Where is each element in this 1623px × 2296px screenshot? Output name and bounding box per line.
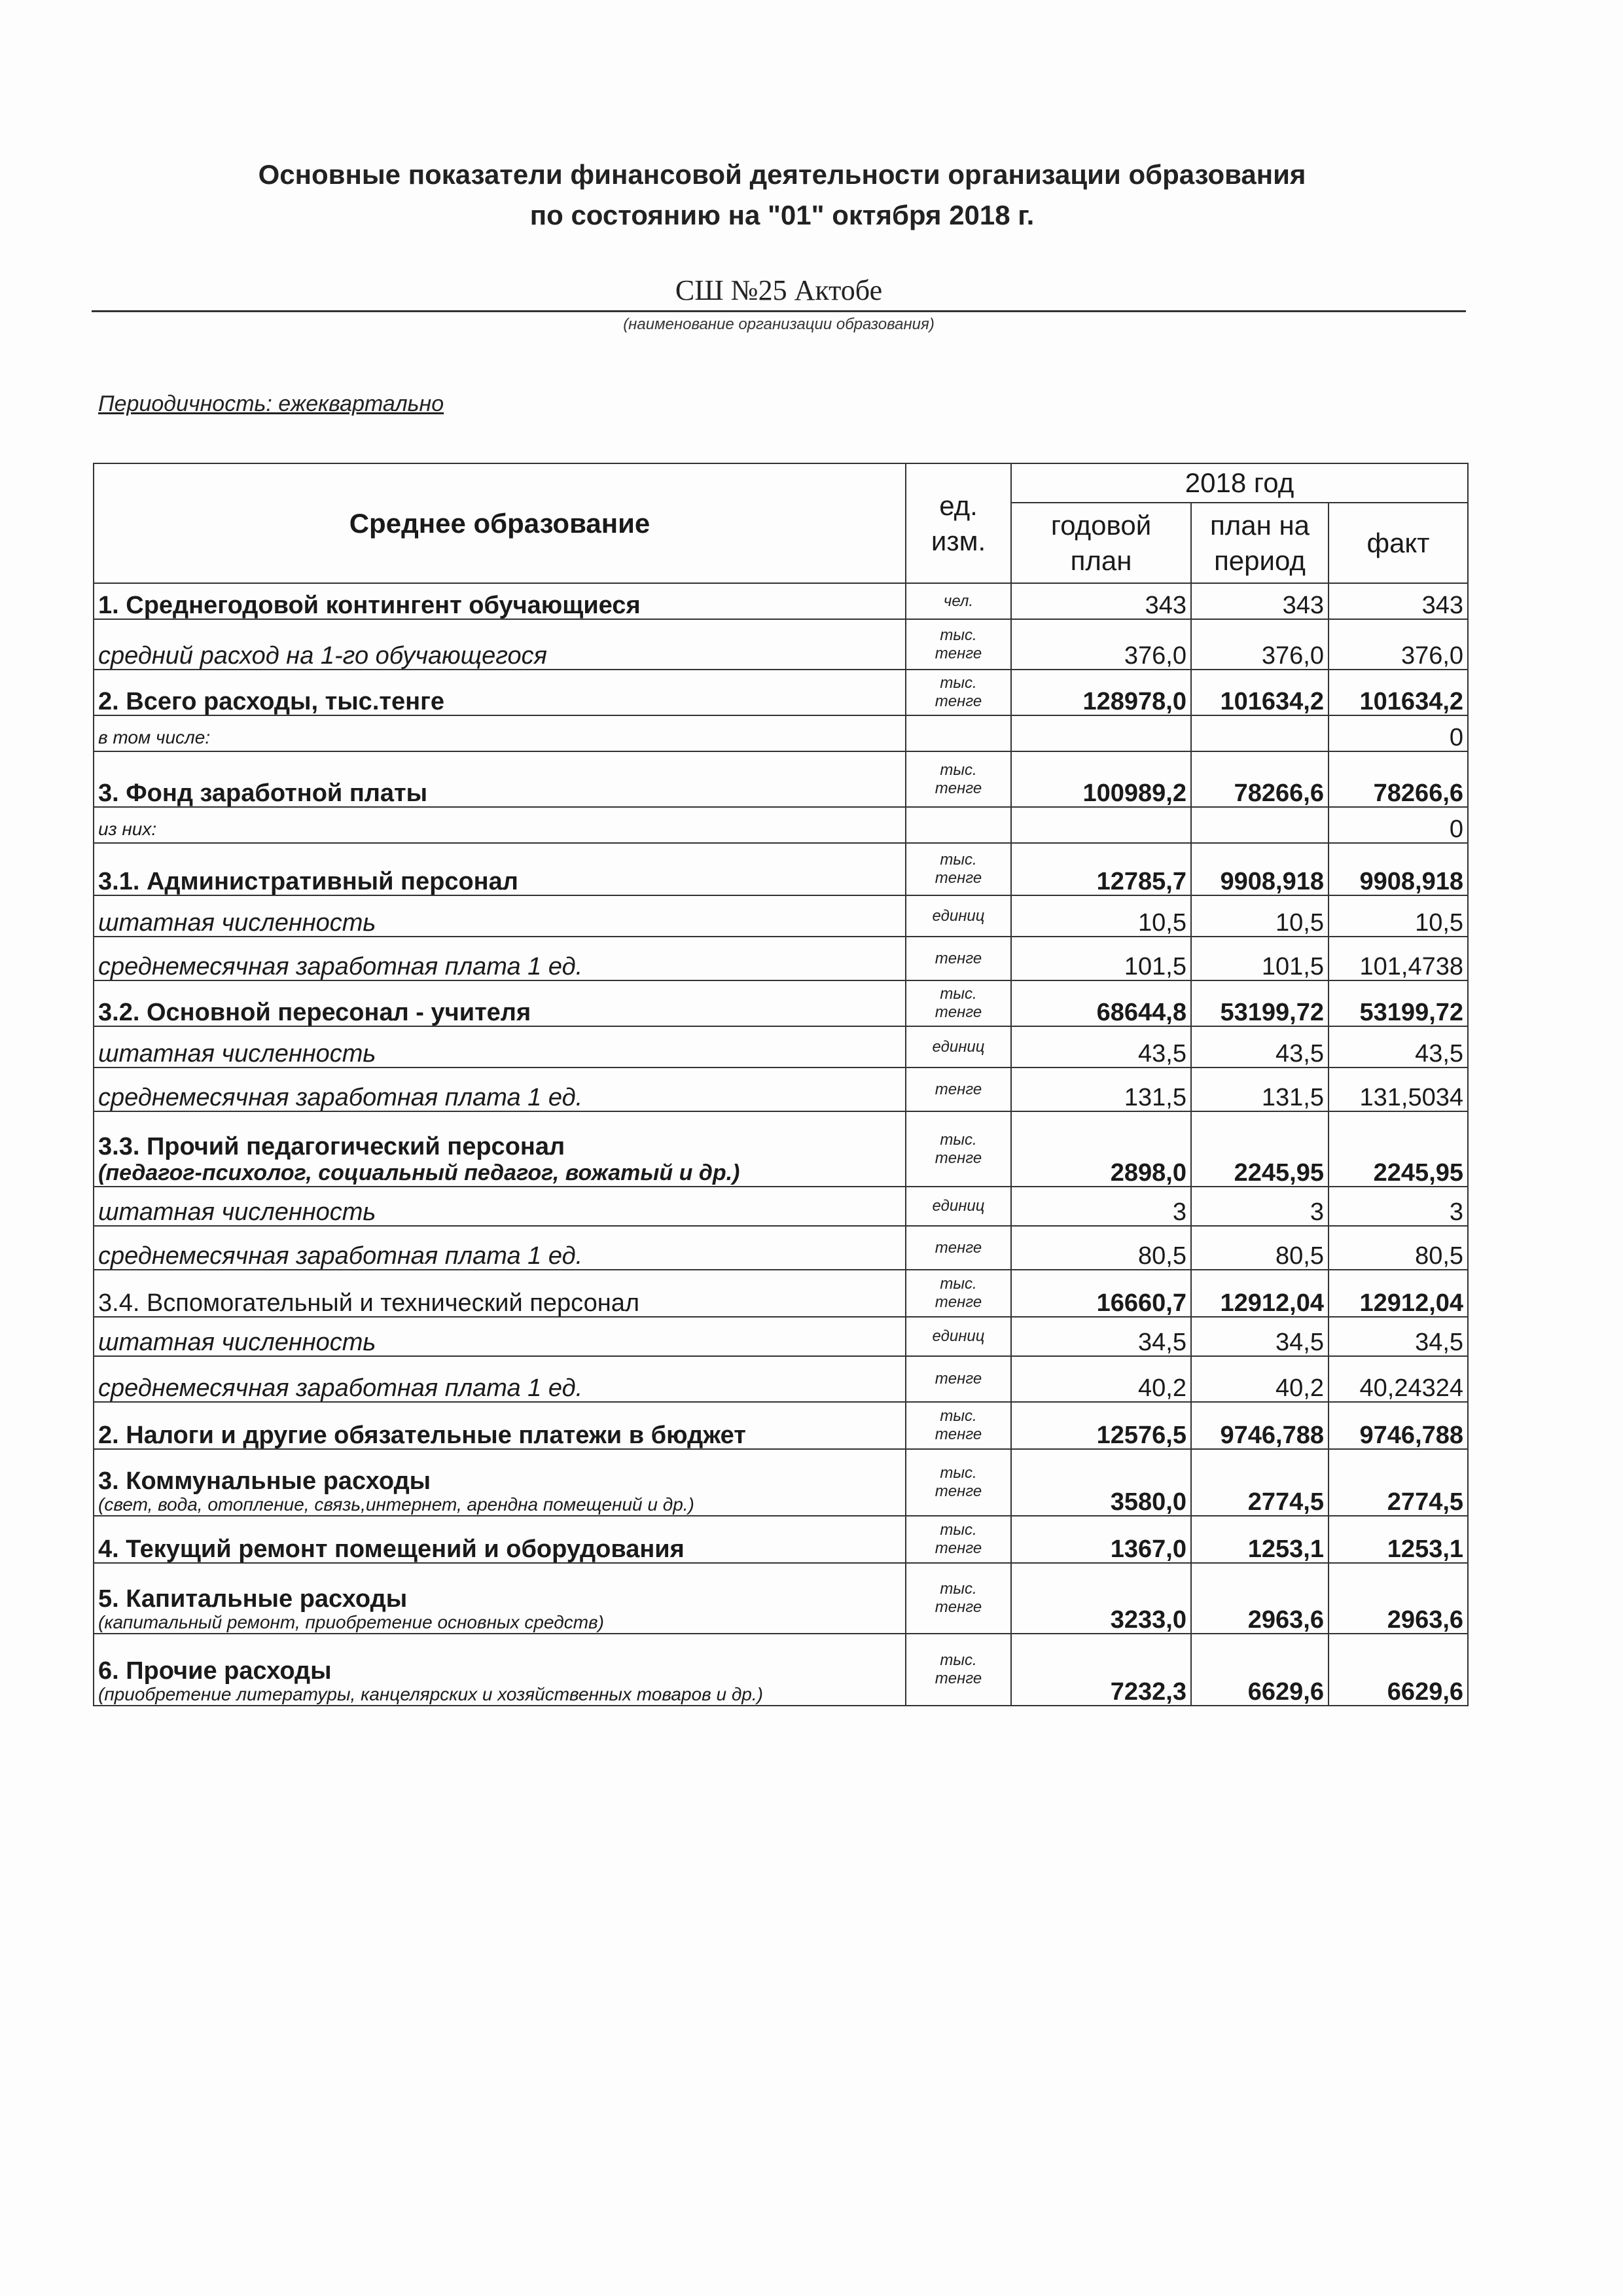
row-name: 3.1. Административный персонал [94, 843, 906, 895]
row-annual: 100989,2 [1011, 751, 1191, 807]
row-period [1191, 715, 1329, 751]
header-period-plan [1191, 503, 1329, 583]
table-row [94, 843, 1468, 895]
row-name: 4. Текущий ремонт помещений и оборудования [94, 1516, 906, 1563]
row-annual: 12785,7 [1011, 843, 1191, 895]
row-name-text: 5. Капитальные расходы [98, 1585, 408, 1613]
row-fact: 2774,5 [1329, 1449, 1468, 1516]
header-year: 2018 год [1011, 463, 1468, 503]
row-period: 10,5 [1191, 895, 1329, 937]
row-fact: 43,5 [1329, 1026, 1468, 1067]
row-name-text: 3.3. Прочий педагогический персонал [98, 1133, 565, 1160]
header-section: Среднее образование [94, 463, 906, 583]
row-unit: тыс. тенге [906, 670, 1011, 715]
row-fact: 34,5 [1329, 1317, 1468, 1356]
row-annual: 2898,0 [1011, 1111, 1191, 1187]
header-period-line-1: план на [1209, 509, 1310, 541]
table-row [94, 980, 1468, 1026]
header-unit-line-2: изм. [931, 525, 986, 556]
row-period: 12912,04 [1191, 1270, 1329, 1317]
row-unit: единиц [906, 1317, 1011, 1356]
row-name: среднемесячная заработная плата 1 ед. [94, 937, 906, 980]
table-row [94, 937, 1468, 980]
row-annual: 12576,5 [1011, 1402, 1191, 1449]
row-name [94, 1563, 906, 1634]
row-name-text: 6. Прочие расходы [98, 1657, 332, 1685]
title-line-1: Основные показатели финансовой деятельности организации образования [258, 159, 1306, 190]
row-unit: тенге [906, 1356, 1011, 1402]
row-name: среднемесячная заработная плата 1 ед. [94, 1226, 906, 1270]
row-annual: 128978,0 [1011, 670, 1191, 715]
row-period: 131,5 [1191, 1067, 1329, 1111]
row-unit: тыс. тенге [906, 751, 1011, 807]
table-row [94, 1402, 1468, 1449]
table-row [94, 1270, 1468, 1317]
row-period: 101,5 [1191, 937, 1329, 980]
row-annual [1011, 807, 1191, 843]
table-row [94, 1187, 1468, 1226]
row-annual: 343 [1011, 583, 1191, 619]
table-row [94, 1111, 1468, 1187]
row-name-text: 3. Коммунальные расходы [98, 1467, 431, 1495]
table-row [94, 1356, 1468, 1402]
row-annual [1011, 715, 1191, 751]
row-unit [906, 807, 1011, 843]
row-unit: тенге [906, 1067, 1011, 1111]
row-fact: 3 [1329, 1187, 1468, 1226]
table-row [94, 751, 1468, 807]
row-fact: 10,5 [1329, 895, 1468, 937]
title-line-2: по состоянию на "01" октября 2018 г. [529, 200, 1035, 230]
table-row [94, 1449, 1468, 1516]
header-unit-line-1: ед. [939, 490, 978, 521]
row-period: 43,5 [1191, 1026, 1329, 1067]
row-name: 2. Всего расходы, тыс.тенге [94, 670, 906, 715]
row-fact: 9908,918 [1329, 843, 1468, 895]
row-fact: 2245,95 [1329, 1111, 1468, 1187]
table-row [94, 1226, 1468, 1270]
row-annual: 3580,0 [1011, 1449, 1191, 1516]
row-annual: 34,5 [1011, 1317, 1191, 1356]
row-name: 3.2. Основной пересонал - учителя [94, 980, 906, 1026]
header-annual-line-1: годовой [1050, 509, 1152, 541]
row-description: (капитальный ремонт, приобретение основных средств) [98, 1612, 604, 1632]
row-name: штатная численность [94, 895, 906, 937]
row-unit: тенге [906, 937, 1011, 980]
row-name: средний расход на 1-го обучающегося [94, 619, 906, 670]
row-unit: тенге [906, 1226, 1011, 1270]
row-name: 2. Налоги и другие обязательные платежи в бюджет [94, 1402, 906, 1449]
row-period: 101634,2 [1191, 670, 1329, 715]
row-fact: 78266,6 [1329, 751, 1468, 807]
row-name: 1. Среднегодовой контингент обучающиеся [94, 583, 906, 619]
row-period: 2245,95 [1191, 1111, 1329, 1187]
row-unit: чел. [906, 583, 1011, 619]
row-period: 2963,6 [1191, 1563, 1329, 1634]
row-annual: 376,0 [1011, 619, 1191, 670]
row-annual: 3233,0 [1011, 1563, 1191, 1634]
table-row [94, 1067, 1468, 1111]
row-name: штатная численность [94, 1187, 906, 1226]
organization-name: СШ №25 Актобе [675, 274, 883, 306]
row-fact: 0 [1329, 715, 1468, 751]
row-name [94, 1634, 906, 1706]
row-annual: 10,5 [1011, 895, 1191, 937]
row-period: 3 [1191, 1187, 1329, 1226]
row-period: 376,0 [1191, 619, 1329, 670]
row-fact: 1253,1 [1329, 1516, 1468, 1563]
table-row [94, 1026, 1468, 1067]
row-annual: 40,2 [1011, 1356, 1191, 1402]
row-fact: 9746,788 [1329, 1402, 1468, 1449]
row-period: 53199,72 [1191, 980, 1329, 1026]
row-name: среднемесячная заработная плата 1 ед. [94, 1067, 906, 1111]
row-name: штатная численность [94, 1317, 906, 1356]
row-fact: 40,24324 [1329, 1356, 1468, 1402]
organization-underline [92, 310, 1466, 312]
row-unit: тыс. тенге [906, 1449, 1011, 1516]
row-fact: 0 [1329, 807, 1468, 843]
header-fact: факт [1329, 503, 1468, 583]
row-period: 78266,6 [1191, 751, 1329, 807]
header-annual-plan [1011, 503, 1191, 583]
row-fact: 131,5034 [1329, 1067, 1468, 1111]
row-period: 2774,5 [1191, 1449, 1329, 1516]
financial-indicators-table [93, 463, 1469, 1706]
row-fact: 2963,6 [1329, 1563, 1468, 1634]
row-name [94, 1111, 906, 1187]
header-period-line-2: период [1214, 545, 1306, 576]
row-unit: тыс. тенге [906, 619, 1011, 670]
table-row [94, 807, 1468, 843]
row-unit [906, 715, 1011, 751]
row-name: среднемесячная заработная плата 1 ед. [94, 1356, 906, 1402]
row-name: штатная численность [94, 1026, 906, 1067]
organization-caption: (наименование организации образования) [623, 315, 935, 333]
header-unit [906, 463, 1011, 583]
row-annual: 68644,8 [1011, 980, 1191, 1026]
table-row [94, 1634, 1468, 1706]
row-fact: 101634,2 [1329, 670, 1468, 715]
row-unit: тыс. тенге [906, 1111, 1011, 1187]
row-annual: 3 [1011, 1187, 1191, 1226]
row-annual: 131,5 [1011, 1067, 1191, 1111]
table-row [94, 619, 1468, 670]
table-row [94, 1563, 1468, 1634]
row-period [1191, 807, 1329, 843]
row-unit: единиц [906, 895, 1011, 937]
row-period: 1253,1 [1191, 1516, 1329, 1563]
row-fact: 12912,04 [1329, 1270, 1468, 1317]
row-period: 40,2 [1191, 1356, 1329, 1402]
row-name: 3.4. Вспомогательный и технический персонал [94, 1270, 906, 1317]
row-unit: тыс. тенге [906, 1563, 1011, 1634]
row-name [94, 1449, 906, 1516]
row-name: в том числе: [94, 715, 906, 751]
row-period: 343 [1191, 583, 1329, 619]
row-unit: единиц [906, 1187, 1011, 1226]
row-period: 80,5 [1191, 1226, 1329, 1270]
row-fact: 80,5 [1329, 1226, 1468, 1270]
row-annual: 43,5 [1011, 1026, 1191, 1067]
row-annual: 101,5 [1011, 937, 1191, 980]
header-annual-line-2: план [1070, 545, 1132, 576]
row-period: 34,5 [1191, 1317, 1329, 1356]
row-unit: единиц [906, 1026, 1011, 1067]
row-annual: 80,5 [1011, 1226, 1191, 1270]
row-description: (приобретение литературы, канцелярских и хозяйственных товаров и др.) [98, 1684, 763, 1704]
table-row [94, 895, 1468, 937]
table-row [94, 715, 1468, 751]
table-row [94, 1516, 1468, 1563]
row-fact: 101,4738 [1329, 937, 1468, 980]
periodicity-label: Периодичность: ежеквартально [98, 391, 444, 416]
row-unit: тыс. тенге [906, 980, 1011, 1026]
table-row [94, 583, 1468, 619]
row-period: 9746,788 [1191, 1402, 1329, 1449]
row-unit: тыс. тенге [906, 1402, 1011, 1449]
row-period: 6629,6 [1191, 1634, 1329, 1706]
row-annual: 16660,7 [1011, 1270, 1191, 1317]
row-fact: 343 [1329, 583, 1468, 619]
row-name: 3. Фонд заработной платы [94, 751, 906, 807]
row-fact: 6629,6 [1329, 1634, 1468, 1706]
document-title [0, 154, 1564, 236]
row-annual: 1367,0 [1011, 1516, 1191, 1563]
row-period: 9908,918 [1191, 843, 1329, 895]
row-fact: 376,0 [1329, 619, 1468, 670]
row-fact: 53199,72 [1329, 980, 1468, 1026]
row-unit: тыс. тенге [906, 1516, 1011, 1563]
row-unit: тыс. тенге [906, 843, 1011, 895]
row-description: (педагог-психолог, социальный педагог, вожатый и др.) [98, 1160, 740, 1185]
row-description: (свет, вода, отопление, связь,интернет, арендна помещений и др.) [98, 1494, 694, 1515]
row-unit: тыс. тенге [906, 1634, 1011, 1706]
table-row [94, 1317, 1468, 1356]
row-unit: тыс. тенге [906, 1270, 1011, 1317]
table-row [94, 670, 1468, 715]
row-name: из них: [94, 807, 906, 843]
row-annual: 7232,3 [1011, 1634, 1191, 1706]
